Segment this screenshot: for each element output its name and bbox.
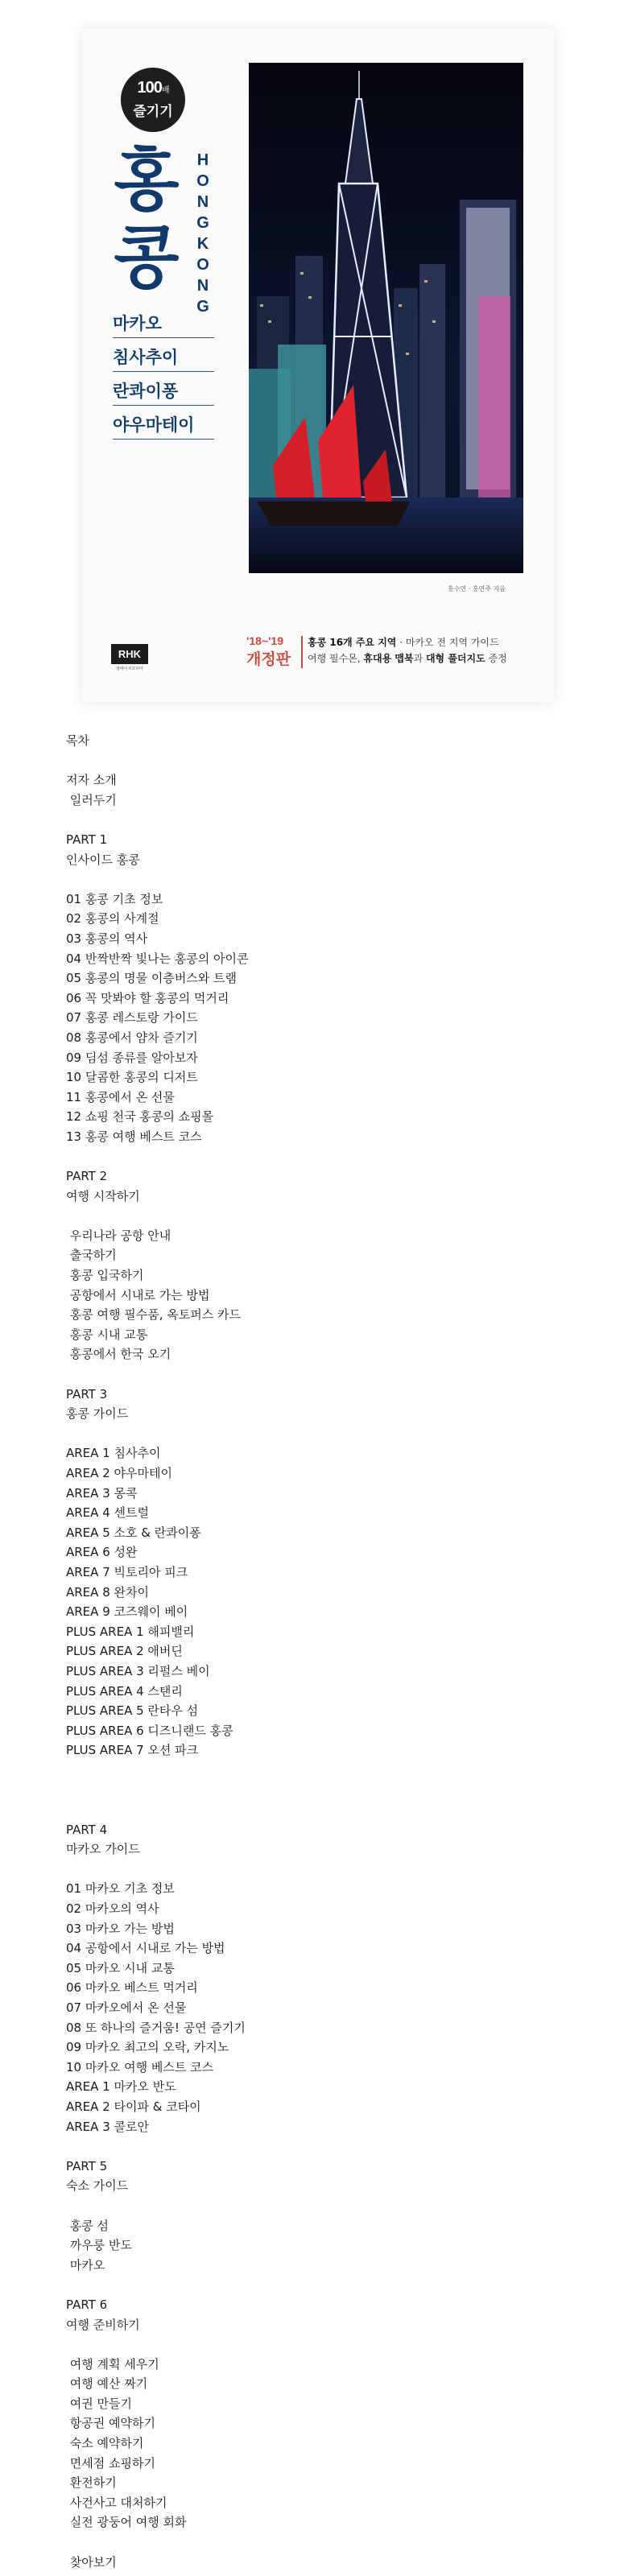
toc-line: PART 1 bbox=[66, 832, 108, 847]
toc-line: 저자 소개 bbox=[66, 773, 117, 788]
toc-line: 홍콩에서 한국 오기 bbox=[66, 1347, 171, 1362]
toc-line bbox=[66, 2533, 581, 2553]
toc-line: PLUS AREA 1 해피밸리 bbox=[66, 1624, 195, 1639]
promo-line-1 bbox=[308, 634, 549, 650]
toc-line bbox=[66, 2196, 581, 2216]
publisher-subtitle: 알에이치코리아 bbox=[116, 667, 143, 671]
toc-line: PLUS AREA 4 스탠리 bbox=[66, 1683, 183, 1699]
toc-line: PART 6 bbox=[66, 2297, 108, 2312]
toc-line: 여행 시작하기 bbox=[66, 1188, 140, 1203]
toc-line: 02 마카오의 역사 bbox=[66, 1901, 159, 1917]
toc-line: AREA 7 빅토리아 피크 bbox=[66, 1564, 188, 1579]
cover-area-name: 침사추이 bbox=[113, 341, 214, 372]
edition-divider bbox=[301, 636, 303, 668]
toc-line: 06 꼭 맛봐야 할 홍콩의 먹거리 bbox=[66, 990, 229, 1005]
toc-line bbox=[66, 1424, 581, 1444]
cover-area-list bbox=[113, 308, 214, 443]
toc-line: 홍콩 섬 bbox=[66, 2218, 109, 2233]
toc-line: 11 홍콩에서 온 선물 bbox=[66, 1089, 175, 1104]
toc-line: PART 5 bbox=[66, 2158, 108, 2174]
english-letter: N bbox=[196, 277, 209, 295]
promo-bold: 홍콩 16개 주요 지역 bbox=[308, 637, 397, 648]
toc-line: 환전하기 bbox=[66, 2475, 117, 2491]
toc-line: 홍콩 시내 교통 bbox=[66, 1327, 148, 1342]
english-letter: O bbox=[196, 256, 209, 274]
toc-line bbox=[66, 1761, 581, 1781]
toc-line: PLUS AREA 7 오션 파크 bbox=[66, 1743, 199, 1758]
cover-area-name: 마카오 bbox=[113, 308, 214, 338]
toc-line: 12 쇼핑 천국 홍콩의 쇼핑몰 bbox=[66, 1109, 214, 1125]
edition-years: '18~'19 bbox=[246, 634, 283, 647]
toc-line: AREA 2 야우마테이 bbox=[66, 1465, 172, 1480]
toc-line bbox=[66, 1206, 581, 1226]
toc-line: 여행 계획 세우기 bbox=[66, 2356, 159, 2372]
toc-line bbox=[66, 2275, 581, 2295]
toc-line: 마카오 bbox=[66, 2257, 105, 2273]
toc-line: PLUS AREA 2 애버딘 bbox=[66, 1644, 183, 1659]
toc-line bbox=[66, 1780, 581, 1800]
table-of-contents bbox=[66, 731, 581, 2572]
toc-line: AREA 4 센트럴 bbox=[66, 1505, 149, 1521]
toc-line: AREA 3 콜로안 bbox=[66, 2119, 149, 2134]
english-letter: N bbox=[196, 193, 209, 211]
cover-title-char: 콩 bbox=[114, 218, 180, 297]
cover-photo-hong-kong-skyline bbox=[249, 63, 523, 573]
toc-line: 홍콩 여행 필수품, 옥토퍼스 카드 bbox=[66, 1307, 241, 1323]
toc-line: 홍콩 입국하기 bbox=[66, 1268, 144, 1283]
toc-line: 01 마카오 기초 정보 bbox=[66, 1881, 175, 1897]
promo-part: 과 bbox=[413, 653, 426, 664]
publisher-logo bbox=[111, 644, 148, 671]
toc-line: 08 홍콩에서 얌차 즐기기 bbox=[66, 1030, 198, 1045]
cover-title-english bbox=[195, 150, 211, 317]
toc-line: 홍콩 가이드 bbox=[66, 1406, 129, 1422]
toc-line bbox=[66, 751, 581, 771]
toc-line: AREA 8 완차이 bbox=[66, 1584, 149, 1600]
toc-line: PLUS AREA 5 란타우 섬 bbox=[66, 1703, 199, 1719]
toc-line: 공항에서 시내로 가는 방법 bbox=[66, 1287, 210, 1302]
toc-line: PART 3 bbox=[66, 1386, 108, 1402]
toc-line: 09 딤섬 종류를 알아보자 bbox=[66, 1050, 198, 1065]
toc-line bbox=[66, 1860, 581, 1880]
toc-line bbox=[66, 1800, 581, 1820]
series-badge bbox=[121, 68, 185, 132]
toc-line: 여행 준비하기 bbox=[66, 2317, 140, 2332]
toc-line: PART 4 bbox=[66, 1822, 108, 1837]
toc-line: AREA 6 성완 bbox=[66, 1545, 138, 1560]
badge-unit: 배 bbox=[161, 86, 169, 95]
cover-promo-text bbox=[308, 634, 549, 667]
toc-line: 08 또 하나의 즐거움! 공연 즐기기 bbox=[66, 2020, 246, 2035]
english-letter: K bbox=[196, 235, 209, 253]
toc-line bbox=[66, 810, 581, 830]
toc-line: 06 마카오 베스트 먹거리 bbox=[66, 1980, 198, 1996]
toc-line: AREA 1 침사추이 bbox=[66, 1446, 161, 1461]
toc-line: PART 2 bbox=[66, 1169, 108, 1184]
toc-line: 05 홍콩의 명물 이층버스와 트램 bbox=[66, 971, 238, 986]
toc-line: AREA 3 몽콕 bbox=[66, 1485, 138, 1501]
english-letter: G bbox=[196, 298, 209, 316]
cover-area-name: 란콰이퐁 bbox=[113, 375, 214, 406]
promo-line-2 bbox=[308, 650, 549, 667]
toc-line: 13 홍콩 여행 베스트 코스 bbox=[66, 1129, 202, 1144]
toc-line: 숙소 예약하기 bbox=[66, 2436, 144, 2451]
toc-line bbox=[66, 2136, 581, 2157]
toc-line: 03 마카오 가는 방법 bbox=[66, 1921, 175, 1936]
toc-line: 마카오 가이드 bbox=[66, 1842, 140, 1857]
toc-line: 07 홍콩 레스토랑 가이드 bbox=[66, 1010, 198, 1026]
toc-line bbox=[66, 869, 581, 890]
badge-number: 100 bbox=[137, 79, 162, 97]
cover-area-name: 야우마테이 bbox=[113, 409, 214, 440]
book-cover bbox=[82, 29, 554, 702]
toc-line: 05 마카오 시내 교통 bbox=[66, 1960, 175, 1975]
publisher-logo-text: RHK bbox=[111, 644, 148, 664]
toc-line: 항공권 예약하기 bbox=[66, 2416, 155, 2431]
english-letter: O bbox=[196, 172, 209, 190]
skyline-illustration bbox=[249, 63, 523, 573]
toc-line: PLUS AREA 3 리펄스 베이 bbox=[66, 1663, 210, 1678]
toc-line bbox=[66, 2334, 581, 2355]
edition-text: 개정판 bbox=[246, 650, 291, 668]
toc-line: 까우룽 반도 bbox=[66, 2238, 132, 2253]
toc-line: 사건사고 대처하기 bbox=[66, 2495, 167, 2510]
toc-line: AREA 1 마카오 반도 bbox=[66, 2079, 176, 2095]
promo-part: 여행 필수몬, bbox=[308, 653, 364, 664]
toc-line: 출국하기 bbox=[66, 1248, 117, 1263]
toc-line: 실전 광둥어 여행 회화 bbox=[66, 2515, 187, 2530]
toc-line: 여권 만들기 bbox=[66, 2396, 132, 2411]
toc-line: 일러두기 bbox=[66, 792, 117, 807]
toc-line: 07 마카오에서 온 선물 bbox=[66, 2000, 187, 2015]
toc-line: 04 반짝반짝 빛나는 홍콩의 아이콘 bbox=[66, 951, 249, 966]
toc-line: 숙소 가이드 bbox=[66, 2178, 129, 2194]
toc-line: 면세점 쇼핑하기 bbox=[66, 2455, 155, 2471]
promo-bold: 휴대용 맵북 bbox=[363, 653, 414, 664]
toc-line: AREA 2 타이파 & 코타이 bbox=[66, 2099, 201, 2114]
cover-title-char: 홍 bbox=[114, 141, 180, 220]
toc-line: 찾아보기 bbox=[66, 2554, 117, 2570]
toc-line: 인사이드 홍콩 bbox=[66, 852, 140, 867]
toc-line: 03 홍콩의 역사 bbox=[66, 931, 148, 946]
cover-authors: 홍수연 · 홍연주 지음 bbox=[448, 585, 506, 592]
toc-line bbox=[66, 1146, 581, 1166]
edition-label bbox=[246, 634, 300, 669]
toc-line: 02 홍콩의 사계절 bbox=[66, 911, 159, 927]
toc-line: 목차 bbox=[66, 733, 89, 748]
toc-line: 10 마카오 여행 베스트 코스 bbox=[66, 2059, 214, 2074]
toc-line: PLUS AREA 6 디즈니랜드 홍콩 bbox=[66, 1723, 233, 1738]
toc-line: AREA 9 코즈웨이 베이 bbox=[66, 1604, 188, 1620]
toc-line: AREA 5 소호 & 란콰이퐁 bbox=[66, 1525, 201, 1540]
toc-line: 04 공항에서 시내로 가는 방법 bbox=[66, 1941, 225, 1956]
toc-line: 우리나라 공항 안내 bbox=[66, 1228, 171, 1243]
toc-line: 01 홍콩 기초 정보 bbox=[66, 891, 163, 906]
promo-rest: · 마카오 전 지역 가이드 bbox=[396, 637, 499, 648]
promo-part: 증정 bbox=[485, 653, 507, 664]
badge-text: 즐기기 bbox=[133, 104, 173, 120]
toc-line: 여행 예산 짜기 bbox=[66, 2376, 148, 2392]
english-letter: G bbox=[196, 214, 209, 232]
english-letter: H bbox=[196, 151, 209, 169]
cover-title bbox=[106, 142, 187, 296]
toc-line: 10 달콤한 홍콩의 디저트 bbox=[66, 1070, 198, 1085]
toc-line: 09 마카오 최고의 오락, 카지노 bbox=[66, 2040, 229, 2055]
promo-bold: 대형 풀더지도 bbox=[425, 653, 485, 664]
toc-line bbox=[66, 1364, 581, 1385]
